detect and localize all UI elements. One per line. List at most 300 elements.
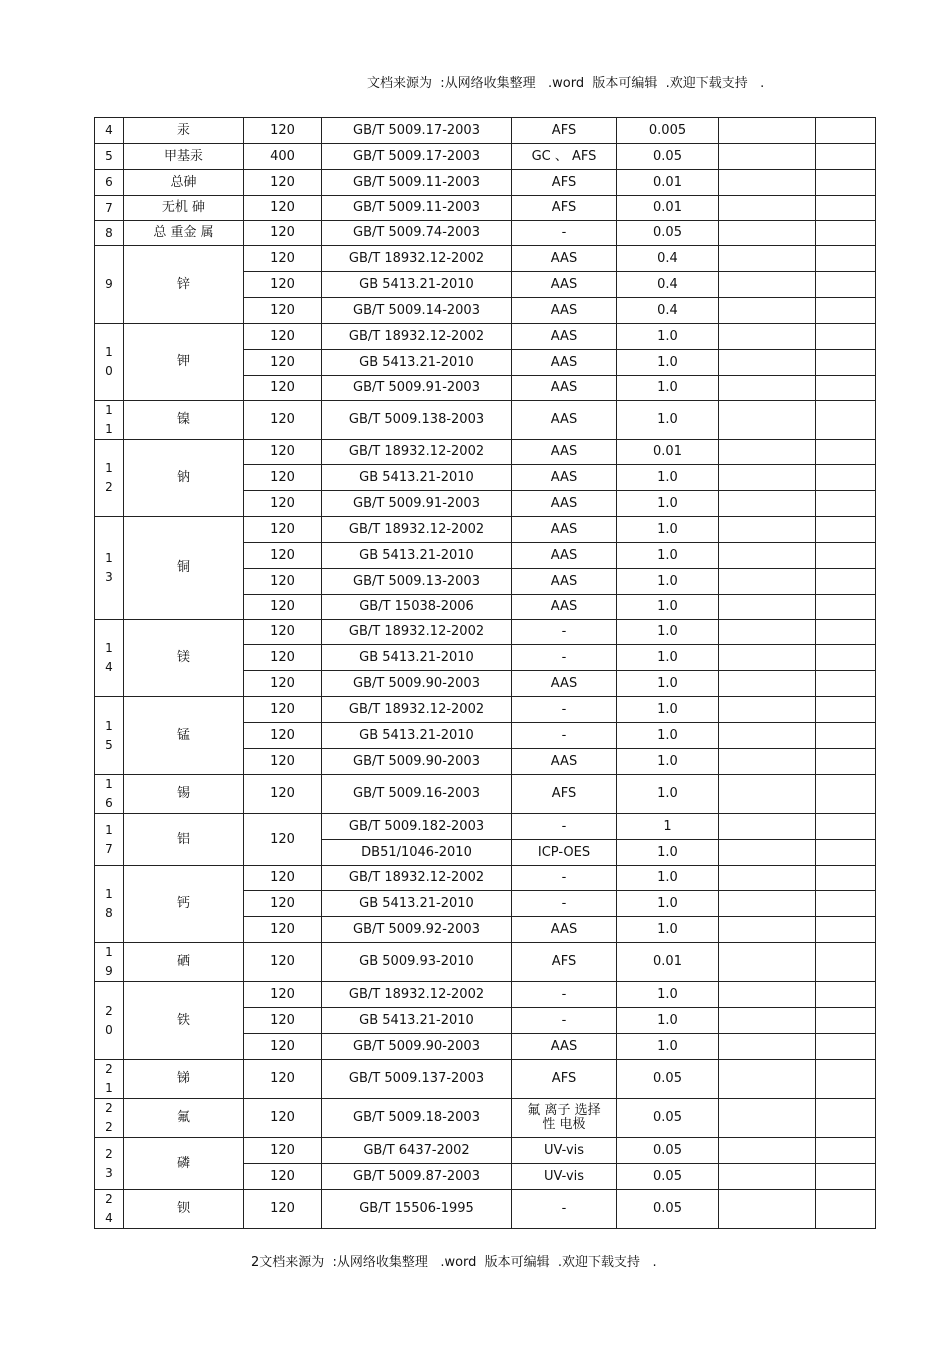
method-cell: - — [512, 891, 617, 917]
limit-cell: 120 — [244, 1099, 322, 1138]
limit-cell: 400 — [244, 144, 322, 170]
limit-cell: 120 — [244, 645, 322, 671]
limit-cell: 120 — [244, 1164, 322, 1190]
empty-cell — [719, 246, 816, 272]
limit-cell: 120 — [244, 1060, 322, 1099]
method-cell: - — [512, 697, 617, 723]
standard-cell: GB 5413.21-2010 — [322, 272, 512, 298]
empty-cell — [816, 272, 876, 298]
empty-cell — [719, 118, 816, 144]
limit-cell: 120 — [244, 917, 322, 943]
table-row — [95, 440, 876, 465]
item-number-cell: 6 — [95, 170, 124, 196]
method-cell: - — [512, 982, 617, 1008]
element-name-cell: 钾 — [124, 324, 244, 401]
element-name-cell: 总 重金 属 — [124, 221, 244, 246]
detection-limit-cell: 0.4 — [617, 298, 719, 324]
standard-cell: GB/T 5009.14-2003 — [322, 298, 512, 324]
detection-limit-cell: 1.0 — [617, 917, 719, 943]
page-header: 文档来源为 :从网络收集整理 .word 版本可编辑 .欢迎下载支持 . — [367, 76, 765, 91]
standard-cell: GB/T 15506-1995 — [322, 1190, 512, 1229]
standard-cell: GB/T 6437-2002 — [322, 1138, 512, 1164]
item-number-cell: 5 — [95, 144, 124, 170]
table-body — [95, 118, 876, 1229]
empty-cell — [816, 324, 876, 350]
element-name-cell: 钡 — [124, 1190, 244, 1229]
method-cell: - — [512, 645, 617, 671]
method-cell: AFS — [512, 943, 617, 982]
method-cell: AFS — [512, 196, 617, 221]
method-cell: UV-vis — [512, 1164, 617, 1190]
element-name-cell: 无机 砷 — [124, 196, 244, 221]
table-row — [95, 943, 876, 982]
empty-cell — [816, 376, 876, 401]
method-cell: AAS — [512, 298, 617, 324]
standard-cell: GB/T 5009.91-2003 — [322, 491, 512, 517]
standard-cell: GB/T 15038-2006 — [322, 595, 512, 620]
empty-cell — [719, 723, 816, 749]
detection-limit-cell: 1.0 — [617, 697, 719, 723]
method-cell: AAS — [512, 440, 617, 465]
empty-cell — [816, 595, 876, 620]
empty-cell — [719, 891, 816, 917]
item-number-cell: 1 9 — [95, 943, 124, 982]
method-cell: AAS — [512, 917, 617, 943]
method-cell: AAS — [512, 324, 617, 350]
empty-cell — [719, 350, 816, 376]
empty-cell — [719, 144, 816, 170]
standard-cell: GB/T 5009.16-2003 — [322, 775, 512, 814]
method-cell: ICP-OES — [512, 840, 617, 866]
detection-limit-cell: 1.0 — [617, 645, 719, 671]
detection-limit-cell: 0.05 — [617, 221, 719, 246]
detection-limit-cell: 1.0 — [617, 376, 719, 401]
empty-cell — [816, 982, 876, 1008]
detection-limit-cell: 1 — [617, 814, 719, 840]
item-number-cell: 2 1 — [95, 1060, 124, 1099]
empty-cell — [719, 1060, 816, 1099]
detection-limit-cell: 1.0 — [617, 723, 719, 749]
method-cell: - — [512, 723, 617, 749]
empty-cell — [816, 1164, 876, 1190]
element-name-cell: 铝 — [124, 814, 244, 866]
empty-cell — [816, 440, 876, 465]
detection-limit-cell: 1.0 — [617, 1008, 719, 1034]
standard-cell: GB/T 18932.12-2002 — [322, 866, 512, 891]
element-name-cell: 铁 — [124, 982, 244, 1060]
standard-cell: GB/T 18932.12-2002 — [322, 620, 512, 645]
detection-limit-cell: 0.01 — [617, 196, 719, 221]
empty-cell — [816, 350, 876, 376]
element-name-cell: 锌 — [124, 246, 244, 324]
item-number-cell: 1 1 — [95, 401, 124, 440]
empty-cell — [719, 324, 816, 350]
detection-limit-cell: 1.0 — [617, 749, 719, 775]
empty-cell — [816, 144, 876, 170]
limit-cell: 120 — [244, 749, 322, 775]
element-name-cell: 钙 — [124, 866, 244, 943]
standard-cell: GB 5413.21-2010 — [322, 723, 512, 749]
empty-cell — [719, 645, 816, 671]
empty-cell — [816, 1099, 876, 1138]
standard-cell: GB/T 5009.182-2003 — [322, 814, 512, 840]
standard-cell: GB/T 18932.12-2002 — [322, 697, 512, 723]
empty-cell — [816, 118, 876, 144]
standard-cell: GB/T 5009.87-2003 — [322, 1164, 512, 1190]
table-row — [95, 324, 876, 350]
element-name-cell: 锑 — [124, 1060, 244, 1099]
standard-cell: GB/T 5009.138-2003 — [322, 401, 512, 440]
table-row — [95, 620, 876, 645]
table-row — [95, 775, 876, 814]
detection-limit-cell: 1.0 — [617, 1034, 719, 1060]
table-row — [95, 814, 876, 840]
standard-cell: GB/T 5009.90-2003 — [322, 1034, 512, 1060]
page-footer: 2文档来源为 :从网络收集整理 .word 版本可编辑 .欢迎下载支持 . — [251, 1255, 657, 1270]
detection-limit-cell: 0.05 — [617, 1138, 719, 1164]
empty-cell — [719, 569, 816, 595]
table-row — [95, 1099, 876, 1138]
empty-cell — [719, 221, 816, 246]
empty-cell — [816, 298, 876, 324]
detection-limit-cell: 1.0 — [617, 517, 719, 543]
table-row — [95, 170, 876, 196]
element-name-cell: 磷 — [124, 1138, 244, 1190]
method-cell: AAS — [512, 376, 617, 401]
empty-cell — [816, 170, 876, 196]
empty-cell — [719, 671, 816, 697]
empty-cell — [816, 221, 876, 246]
method-cell: AFS — [512, 1060, 617, 1099]
element-name-cell: 镍 — [124, 401, 244, 440]
method-cell: AAS — [512, 401, 617, 440]
limit-cell: 120 — [244, 943, 322, 982]
limit-cell: 120 — [244, 401, 322, 440]
method-cell: AAS — [512, 671, 617, 697]
table-row — [95, 246, 876, 272]
limit-cell: 120 — [244, 221, 322, 246]
item-number-cell: 1 8 — [95, 866, 124, 943]
empty-cell — [719, 170, 816, 196]
item-number-cell: 4 — [95, 118, 124, 144]
standard-cell: GB 5413.21-2010 — [322, 543, 512, 569]
empty-cell — [816, 814, 876, 840]
limit-cell: 120 — [244, 1138, 322, 1164]
limit-cell: 120 — [244, 246, 322, 272]
empty-cell — [816, 840, 876, 866]
limit-cell: 120 — [244, 866, 322, 891]
item-number-cell: 1 4 — [95, 620, 124, 697]
empty-cell — [816, 917, 876, 943]
method-cell: - — [512, 1190, 617, 1229]
element-name-cell: 钠 — [124, 440, 244, 517]
detection-limit-cell: 1.0 — [617, 350, 719, 376]
detection-limit-cell: 1.0 — [617, 595, 719, 620]
empty-cell — [816, 1190, 876, 1229]
empty-cell — [719, 1099, 816, 1138]
standard-cell: GB/T 5009.17-2003 — [322, 118, 512, 144]
table-row — [95, 1138, 876, 1164]
method-cell: - — [512, 814, 617, 840]
empty-cell — [719, 491, 816, 517]
table-row — [95, 517, 876, 543]
method-cell: AAS — [512, 595, 617, 620]
detection-limit-cell: 1.0 — [617, 491, 719, 517]
limit-cell: 120 — [244, 298, 322, 324]
limit-cell: 120 — [244, 620, 322, 645]
limit-cell: 120 — [244, 376, 322, 401]
method-cell: AAS — [512, 749, 617, 775]
limit-cell: 120 — [244, 324, 322, 350]
empty-cell — [719, 196, 816, 221]
standards-table — [94, 117, 876, 1229]
empty-cell — [719, 982, 816, 1008]
detection-limit-cell: 0.05 — [617, 1099, 719, 1138]
empty-cell — [816, 866, 876, 891]
table-row — [95, 697, 876, 723]
table-row — [95, 221, 876, 246]
limit-cell: 120 — [244, 272, 322, 298]
table-row — [95, 118, 876, 144]
method-cell: AAS — [512, 543, 617, 569]
limit-cell: 120 — [244, 671, 322, 697]
method-cell: AAS — [512, 569, 617, 595]
standard-cell: GB/T 5009.90-2003 — [322, 749, 512, 775]
detection-limit-cell: 0.01 — [617, 170, 719, 196]
empty-cell — [816, 749, 876, 775]
item-number-cell: 8 — [95, 221, 124, 246]
limit-cell: 120 — [244, 775, 322, 814]
detection-limit-cell: 0.05 — [617, 1060, 719, 1099]
detection-limit-cell: 0.05 — [617, 1164, 719, 1190]
empty-cell — [719, 775, 816, 814]
method-cell: GC 、 AFS — [512, 144, 617, 170]
method-cell: AAS — [512, 517, 617, 543]
detection-limit-cell: 1.0 — [617, 569, 719, 595]
table-row — [95, 1190, 876, 1229]
empty-cell — [719, 517, 816, 543]
method-cell: AFS — [512, 775, 617, 814]
limit-cell: 120 — [244, 982, 322, 1008]
empty-cell — [816, 465, 876, 491]
empty-cell — [719, 298, 816, 324]
element-name-cell: 铜 — [124, 517, 244, 620]
detection-limit-cell: 1.0 — [617, 401, 719, 440]
limit-cell: 120 — [244, 350, 322, 376]
empty-cell — [816, 196, 876, 221]
standard-cell: GB/T 18932.12-2002 — [322, 440, 512, 465]
item-number-cell: 1 2 — [95, 440, 124, 517]
standard-cell: GB/T 5009.90-2003 — [322, 671, 512, 697]
limit-cell: 120 — [244, 170, 322, 196]
empty-cell — [719, 866, 816, 891]
standard-cell: GB/T 18932.12-2002 — [322, 324, 512, 350]
empty-cell — [816, 1034, 876, 1060]
limit-cell: 120 — [244, 595, 322, 620]
empty-cell — [719, 401, 816, 440]
standard-cell: GB/T 5009.17-2003 — [322, 144, 512, 170]
empty-cell — [719, 465, 816, 491]
detection-limit-cell: 1.0 — [617, 891, 719, 917]
detection-limit-cell: 0.4 — [617, 246, 719, 272]
limit-cell: 120 — [244, 491, 322, 517]
limit-cell: 120 — [244, 1008, 322, 1034]
empty-cell — [816, 943, 876, 982]
empty-cell — [816, 543, 876, 569]
standard-cell: GB 5009.93-2010 — [322, 943, 512, 982]
empty-cell — [719, 1034, 816, 1060]
detection-limit-cell: 1.0 — [617, 982, 719, 1008]
item-number-cell: 1 0 — [95, 324, 124, 401]
item-number-cell: 2 4 — [95, 1190, 124, 1229]
standard-cell: GB 5413.21-2010 — [322, 891, 512, 917]
standard-cell: GB/T 18932.12-2002 — [322, 517, 512, 543]
detection-limit-cell: 1.0 — [617, 620, 719, 645]
empty-cell — [719, 440, 816, 465]
detection-limit-cell: 0.4 — [617, 272, 719, 298]
limit-cell: 120 — [244, 118, 322, 144]
limit-cell: 120 — [244, 723, 322, 749]
empty-cell — [816, 671, 876, 697]
empty-cell — [719, 1190, 816, 1229]
element-name-cell: 锰 — [124, 697, 244, 775]
limit-cell: 120 — [244, 697, 322, 723]
standard-cell: GB 5413.21-2010 — [322, 350, 512, 376]
empty-cell — [719, 543, 816, 569]
standard-cell: GB/T 18932.12-2002 — [322, 982, 512, 1008]
empty-cell — [816, 645, 876, 671]
standard-cell: GB/T 5009.18-2003 — [322, 1099, 512, 1138]
method-cell: AFS — [512, 118, 617, 144]
table-row — [95, 866, 876, 891]
empty-cell — [816, 517, 876, 543]
standard-cell: DB51/1046-2010 — [322, 840, 512, 866]
method-cell: - — [512, 620, 617, 645]
item-number-cell: 1 3 — [95, 517, 124, 620]
item-number-cell: 2 0 — [95, 982, 124, 1060]
standard-cell: GB/T 5009.74-2003 — [322, 221, 512, 246]
empty-cell — [719, 749, 816, 775]
empty-cell — [816, 891, 876, 917]
limit-cell: 120 — [244, 517, 322, 543]
empty-cell — [816, 401, 876, 440]
method-cell: - — [512, 221, 617, 246]
item-number-cell: 1 6 — [95, 775, 124, 814]
standard-cell: GB/T 5009.13-2003 — [322, 569, 512, 595]
element-name-cell: 汞 — [124, 118, 244, 144]
method-cell: AAS — [512, 1034, 617, 1060]
empty-cell — [719, 697, 816, 723]
method-cell: - — [512, 1008, 617, 1034]
limit-cell: 120 — [244, 1190, 322, 1229]
standard-cell: GB 5413.21-2010 — [322, 645, 512, 671]
standard-cell: GB/T 5009.137-2003 — [322, 1060, 512, 1099]
method-cell: UV-vis — [512, 1138, 617, 1164]
empty-cell — [719, 620, 816, 645]
standard-cell: GB/T 5009.92-2003 — [322, 917, 512, 943]
empty-cell — [719, 595, 816, 620]
item-number-cell: 2 2 — [95, 1099, 124, 1138]
limit-cell: 120 — [244, 465, 322, 491]
detection-limit-cell: 0.05 — [617, 144, 719, 170]
detection-limit-cell: 1.0 — [617, 465, 719, 491]
detection-limit-cell: 0.005 — [617, 118, 719, 144]
detection-limit-cell: 1.0 — [617, 671, 719, 697]
limit-cell: 120 — [244, 440, 322, 465]
detection-limit-cell: 1.0 — [617, 840, 719, 866]
limit-cell: 120 — [244, 543, 322, 569]
element-name-cell: 镁 — [124, 620, 244, 697]
empty-cell — [816, 1138, 876, 1164]
empty-cell — [816, 697, 876, 723]
table-row — [95, 144, 876, 170]
empty-cell — [816, 491, 876, 517]
detection-limit-cell: 0.01 — [617, 943, 719, 982]
item-number-cell: 2 3 — [95, 1138, 124, 1190]
item-number-cell: 1 7 — [95, 814, 124, 866]
element-name-cell: 硒 — [124, 943, 244, 982]
empty-cell — [719, 1008, 816, 1034]
method-cell: AAS — [512, 272, 617, 298]
detection-limit-cell: 1.0 — [617, 543, 719, 569]
standard-cell: GB/T 5009.11-2003 — [322, 196, 512, 221]
table-row — [95, 401, 876, 440]
empty-cell — [816, 620, 876, 645]
empty-cell — [816, 723, 876, 749]
element-name-cell: 氟 — [124, 1099, 244, 1138]
method-cell: 氟 离子 选择 性 电极 — [512, 1099, 617, 1138]
method-cell: AAS — [512, 246, 617, 272]
empty-cell — [816, 569, 876, 595]
limit-cell: 120 — [244, 891, 322, 917]
detection-limit-cell: 1.0 — [617, 775, 719, 814]
empty-cell — [816, 1008, 876, 1034]
limit-cell: 120 — [244, 814, 322, 866]
item-number-cell: 9 — [95, 246, 124, 324]
element-name-cell: 锡 — [124, 775, 244, 814]
standard-cell: GB/T 5009.91-2003 — [322, 376, 512, 401]
method-cell: - — [512, 866, 617, 891]
empty-cell — [816, 246, 876, 272]
item-number-cell: 7 — [95, 196, 124, 221]
method-cell: AFS — [512, 170, 617, 196]
element-name-cell: 甲基汞 — [124, 144, 244, 170]
empty-cell — [719, 1138, 816, 1164]
detection-limit-cell: 1.0 — [617, 324, 719, 350]
empty-cell — [719, 943, 816, 982]
method-cell: AAS — [512, 491, 617, 517]
standard-cell: GB 5413.21-2010 — [322, 1008, 512, 1034]
empty-cell — [719, 814, 816, 840]
item-number-cell: 1 5 — [95, 697, 124, 775]
limit-cell: 120 — [244, 1034, 322, 1060]
empty-cell — [719, 1164, 816, 1190]
detection-limit-cell: 0.01 — [617, 440, 719, 465]
table-row — [95, 196, 876, 221]
method-cell: AAS — [512, 465, 617, 491]
empty-cell — [816, 775, 876, 814]
standard-cell: GB 5413.21-2010 — [322, 465, 512, 491]
limit-cell: 120 — [244, 196, 322, 221]
detection-limit-cell: 1.0 — [617, 866, 719, 891]
detection-limit-cell: 0.05 — [617, 1190, 719, 1229]
table-row — [95, 982, 876, 1008]
empty-cell — [719, 840, 816, 866]
empty-cell — [719, 272, 816, 298]
limit-cell: 120 — [244, 569, 322, 595]
empty-cell — [719, 376, 816, 401]
standard-cell: GB/T 18932.12-2002 — [322, 246, 512, 272]
